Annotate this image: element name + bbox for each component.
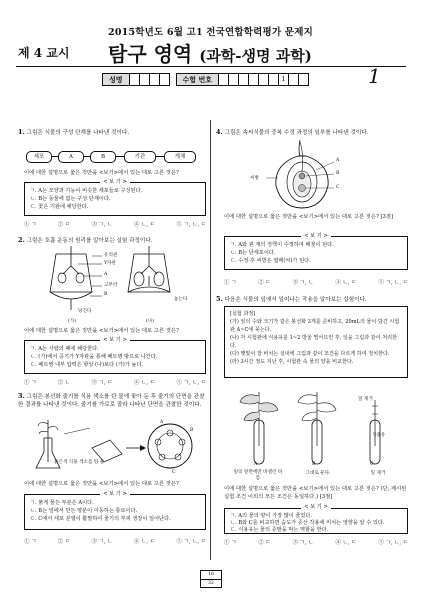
option[interactable]: ① ㄱ — [224, 280, 237, 286]
page-counter-top: 16 — [201, 571, 221, 580]
option[interactable]: ③ ㄱ, ㄴ — [292, 280, 314, 286]
bogi-title: < 보 기 > — [301, 504, 331, 510]
option[interactable]: ⑤ ㄱ, ㄴ, ㄷ — [378, 280, 408, 286]
q1-number: 1. — [18, 128, 25, 136]
option[interactable]: ⑤ ㄱ, ㄴ, ㄷ — [176, 222, 206, 228]
exam-no-box — [219, 73, 229, 86]
option[interactable]: ① ㄱ — [24, 539, 37, 545]
q4-bogi — [224, 233, 408, 270]
fig-label: 씨방 — [250, 176, 259, 181]
column-divider — [210, 120, 211, 560]
q3-bogi — [24, 491, 206, 530]
q5-procedure-box — [224, 306, 408, 378]
flow-node: 개체 — [164, 151, 196, 163]
flow-node: B — [90, 151, 116, 163]
procedure-step: (다) 햇빛이 잘 비치는 실내에 그림과 같이 조건을 다르게 하여 정치한다. — [230, 351, 390, 357]
bogi-item: ㄷ. C에서 세포 분열이 활발하여 줄기의 부피 생장이 일어난다. — [30, 516, 171, 522]
fig-label: A — [336, 158, 340, 163]
bogi-item: ㄱ. A의 물의 양이 가장 많이 줄었다. — [230, 513, 313, 519]
subject-sub: (과학-생명 과학) — [199, 47, 312, 65]
option[interactable]: ④ ㄴ, ㄷ — [335, 280, 357, 286]
q2-breathing-model-figure — [36, 246, 204, 318]
exam-title: 2015학년도 6월 고1 전국연합학력평가 문제지 — [108, 27, 313, 38]
q5-options — [224, 538, 408, 546]
name-box — [150, 73, 160, 86]
tube-a — [240, 392, 278, 464]
bogi-title: < 보 기 > — [100, 491, 130, 497]
bogi-item: ㄷ. 꽃은 기관에 해당한다. — [30, 204, 89, 210]
q1-bogi — [24, 179, 206, 216]
fig-label: C — [172, 470, 176, 475]
exam-no-box — [299, 73, 309, 86]
option[interactable]: ③ ㄱ, ㄷ — [91, 380, 113, 386]
option[interactable]: ③ ㄱ, ㄴ — [292, 540, 314, 546]
option[interactable]: ⑤ ㄱ, ㄴ, ㄷ — [378, 540, 408, 546]
subject-main: 탐구 영역 — [108, 42, 193, 66]
fig-label: Y자관 — [104, 261, 116, 266]
fig-label: 잎 제거 — [358, 397, 373, 402]
bottle-b — [128, 246, 170, 292]
bottle-a — [50, 246, 92, 310]
page-number: 1 — [368, 64, 381, 88]
q2-instruction: 이에 대한 설명으로 옳은 것만을 <보기>에서 있는 대로 고른 것은? — [24, 328, 179, 334]
q1-options — [24, 220, 206, 228]
q5-bogi — [224, 504, 408, 534]
fig-label: B — [336, 171, 340, 176]
q4-ovary-figure — [262, 140, 342, 210]
q5-text: 다음은 식물의 잎에서 일어나는 작용을 알아보는 실험이다. — [224, 297, 367, 303]
name-box — [160, 73, 170, 86]
page-counter-bottom: 32 — [208, 581, 214, 586]
option[interactable]: ⑤ ㄱ, ㄴ, ㄷ — [176, 539, 206, 545]
option[interactable]: ② ㄷ — [57, 539, 71, 545]
fig-label: A — [254, 462, 258, 467]
q1-instruction: 이에 대한 설명으로 옳은 것만을 <보기>에서 있는 대로 고른 것은? — [24, 170, 179, 176]
q5-number: 5. — [216, 295, 223, 303]
option[interactable]: ① ㄱ — [24, 222, 37, 228]
exam-no-box — [239, 73, 249, 86]
fig-label: B — [312, 462, 316, 467]
fig-label: 당긴다 — [78, 309, 92, 314]
bogi-item: ㄴ. B는 동물에 없는 구성 단계이다. — [30, 196, 111, 202]
fig-caption: (나) — [146, 319, 155, 324]
name-label: 성명 — [102, 73, 130, 86]
q1-flow-diagram — [26, 148, 206, 164]
q5-stem — [216, 295, 406, 304]
q2-stem — [18, 236, 206, 245]
fig-label: C — [336, 185, 340, 190]
fig-caption: 잎 제거 — [370, 471, 386, 476]
fig-caption: 잎의 앞면에만 바셀린 바름 — [233, 470, 283, 481]
exam-no-digit: 1 — [279, 73, 289, 86]
fig-caption: (가) — [68, 319, 77, 324]
q4-stem — [216, 128, 406, 137]
exam-no-box — [269, 73, 279, 86]
q1-text: 그림은 식물의 구성 단계를 나타낸 것이다. — [26, 130, 130, 136]
option[interactable]: ② ㄷ — [258, 280, 271, 286]
id-bar — [102, 73, 309, 86]
q3-stem-figure — [30, 418, 200, 476]
q3-text: 그림은 봉선화 줄기를 식용 색소를 탄 물에 꽂아 둔 후 줄기의 단면을 관찰한 결과를 나타낸 것이다. 줄기를 가로로 잘라 나타난 단면을 관찰한 것이다. — [18, 394, 205, 408]
name-box — [140, 73, 150, 86]
option[interactable]: ③ ㄱ, ㄴ — [91, 222, 113, 228]
bogi-item: ㄱ. A와 핀 계의 정핵이 수정하여 배젖이 된다. — [230, 242, 334, 248]
bogi-item: ㄱ. A는 사람의 폐에 해당한다. — [30, 346, 99, 352]
tube-b — [298, 392, 336, 464]
procedure-step: (나) 각 시험관에 식용유를 1~2 방울 떨어뜨린 후, 잎을 그림과 같이 처리한다. — [230, 335, 398, 349]
fig-label: 놓는다 — [174, 297, 188, 302]
procedure-step: (가) 잎의 수와 크기가 같은 봉선화 3개를 준비하고, 20mL의 물이 담긴 시험관 A~C에 꽂는다. — [230, 319, 400, 333]
exam-no-box — [229, 73, 239, 86]
procedure-title: [실험 과정] — [230, 311, 256, 317]
bogi-item: ㄴ. B는 잎에서 만든 양분이 이동하는 통로이다. — [30, 508, 138, 514]
bogi-item: ㄷ. 수정 후 씨방은 열매(씨)가 된다. — [230, 258, 311, 264]
bogi-item: ㄷ. 페트병 내부 압력은 항상 (나)보다 (가)가 높다. — [30, 362, 144, 368]
flow-node: A — [58, 151, 84, 163]
q4-instruction: 이에 대한 설명으로 옳은 것만을 <보기>에서 있는 대로 고른 것은? [3점] — [224, 214, 394, 220]
exam-no-box — [259, 73, 269, 86]
flow-node: 세포 — [26, 151, 52, 163]
bogi-item: ㄱ. A는 모양과 기능이 비슷한 세포들로 구성된다. — [30, 188, 143, 194]
fig-label: A — [104, 272, 108, 277]
bogi-item: ㄴ. B와 C를 비교하면 습도가 증산 작용에 미치는 영향을 알 수 있다. — [230, 520, 385, 526]
option[interactable]: ① ㄱ — [24, 380, 37, 386]
period-label: 제 4 교시 — [18, 46, 70, 60]
procedure-step: (라) 3시간 정도 지난 후, 시험관 속 물의 양을 비교한다. — [230, 359, 354, 365]
bogi-title: < 보 기 > — [100, 179, 130, 185]
q3-options — [24, 537, 206, 545]
exam-no-label: 수험 번호 — [176, 73, 220, 86]
option[interactable]: ② ㄷ — [258, 540, 271, 546]
cross-section — [148, 424, 192, 468]
page-counter — [200, 570, 222, 588]
bogi-title: < 보 기 > — [301, 233, 331, 239]
fig-label: 식용유 — [372, 433, 386, 438]
fig-label: B — [104, 292, 108, 297]
option[interactable]: ② ㄴ — [57, 380, 71, 386]
option[interactable]: ⑤ ㄱ, ㄴ, ㄷ — [176, 380, 206, 386]
bogi-item: ㄴ. (가)에서 공기가 Y자관을 통해 페트병 밖으로 나간다. — [30, 354, 158, 360]
fig-caption: 그대로 둔다. — [305, 471, 331, 476]
q3-instruction: 이에 대한 설명으로 옳은 것만을 <보기>에서 있는 대로 고른 것은? — [24, 481, 179, 487]
bogi-item: ㄷ. 식용유는 물의 증발을 막는 역할을 한다. — [230, 527, 329, 533]
q3-number: 3. — [18, 392, 25, 400]
fig-label: A — [160, 420, 164, 425]
fig-label: 유리관 — [104, 253, 118, 258]
q3-stem — [18, 392, 206, 409]
option[interactable]: ③ ㄱ, ㄴ — [91, 539, 113, 545]
option[interactable]: ① ㄱ — [224, 540, 237, 546]
option[interactable]: ④ ㄴ, ㄷ — [133, 539, 155, 545]
header-rule — [16, 66, 406, 67]
option[interactable]: ② ㄷ — [57, 222, 71, 228]
q4-options — [224, 278, 408, 286]
exam-no-box — [289, 73, 299, 86]
exam-no-box — [249, 73, 259, 86]
subject-title — [108, 38, 312, 67]
q4-text: 그림은 속씨식물의 중복 수정 과정의 일부를 나타낸 것이다. — [224, 130, 369, 136]
fig-label: C — [370, 462, 374, 467]
option[interactable]: ④ ㄴ, ㄷ — [133, 222, 155, 228]
q2-options — [24, 378, 206, 386]
q1-stem — [18, 128, 206, 137]
q5-instruction: 이에 대한 설명으로 옳은 것만을 <보기>에서 있는 대로 고른 것은? (단, 제시된 실험 조건 이외의 모든 조건은 동일하다.) [3점] — [224, 486, 407, 500]
option[interactable]: ④ ㄴ, ㄷ — [335, 540, 357, 546]
option[interactable]: ④ ㄴ, ㄷ — [133, 380, 155, 386]
cut-section — [92, 440, 122, 462]
fig-label: 고무막 — [104, 283, 118, 288]
bogi-item: ㄱ. 붉게 물든 부분은 A이다. — [30, 500, 94, 506]
bogi-item: ㄴ. B는 난세포이다. — [230, 250, 276, 256]
fig-label: B — [190, 428, 194, 433]
fig-label: 붉은색 식용 색소를 탄 물 — [54, 460, 105, 465]
name-box — [130, 73, 140, 86]
q2-text: 그림은 호흡 운동의 원리를 알아보는 실험 과정이다. — [26, 238, 153, 244]
q4-number: 4. — [216, 128, 223, 136]
q2-number: 2. — [18, 236, 25, 244]
bogi-title: < 보 기 > — [100, 337, 130, 343]
flow-node: 기관 — [124, 151, 156, 163]
q5-test-tube-figure — [232, 386, 402, 468]
q2-bogi — [24, 337, 206, 374]
